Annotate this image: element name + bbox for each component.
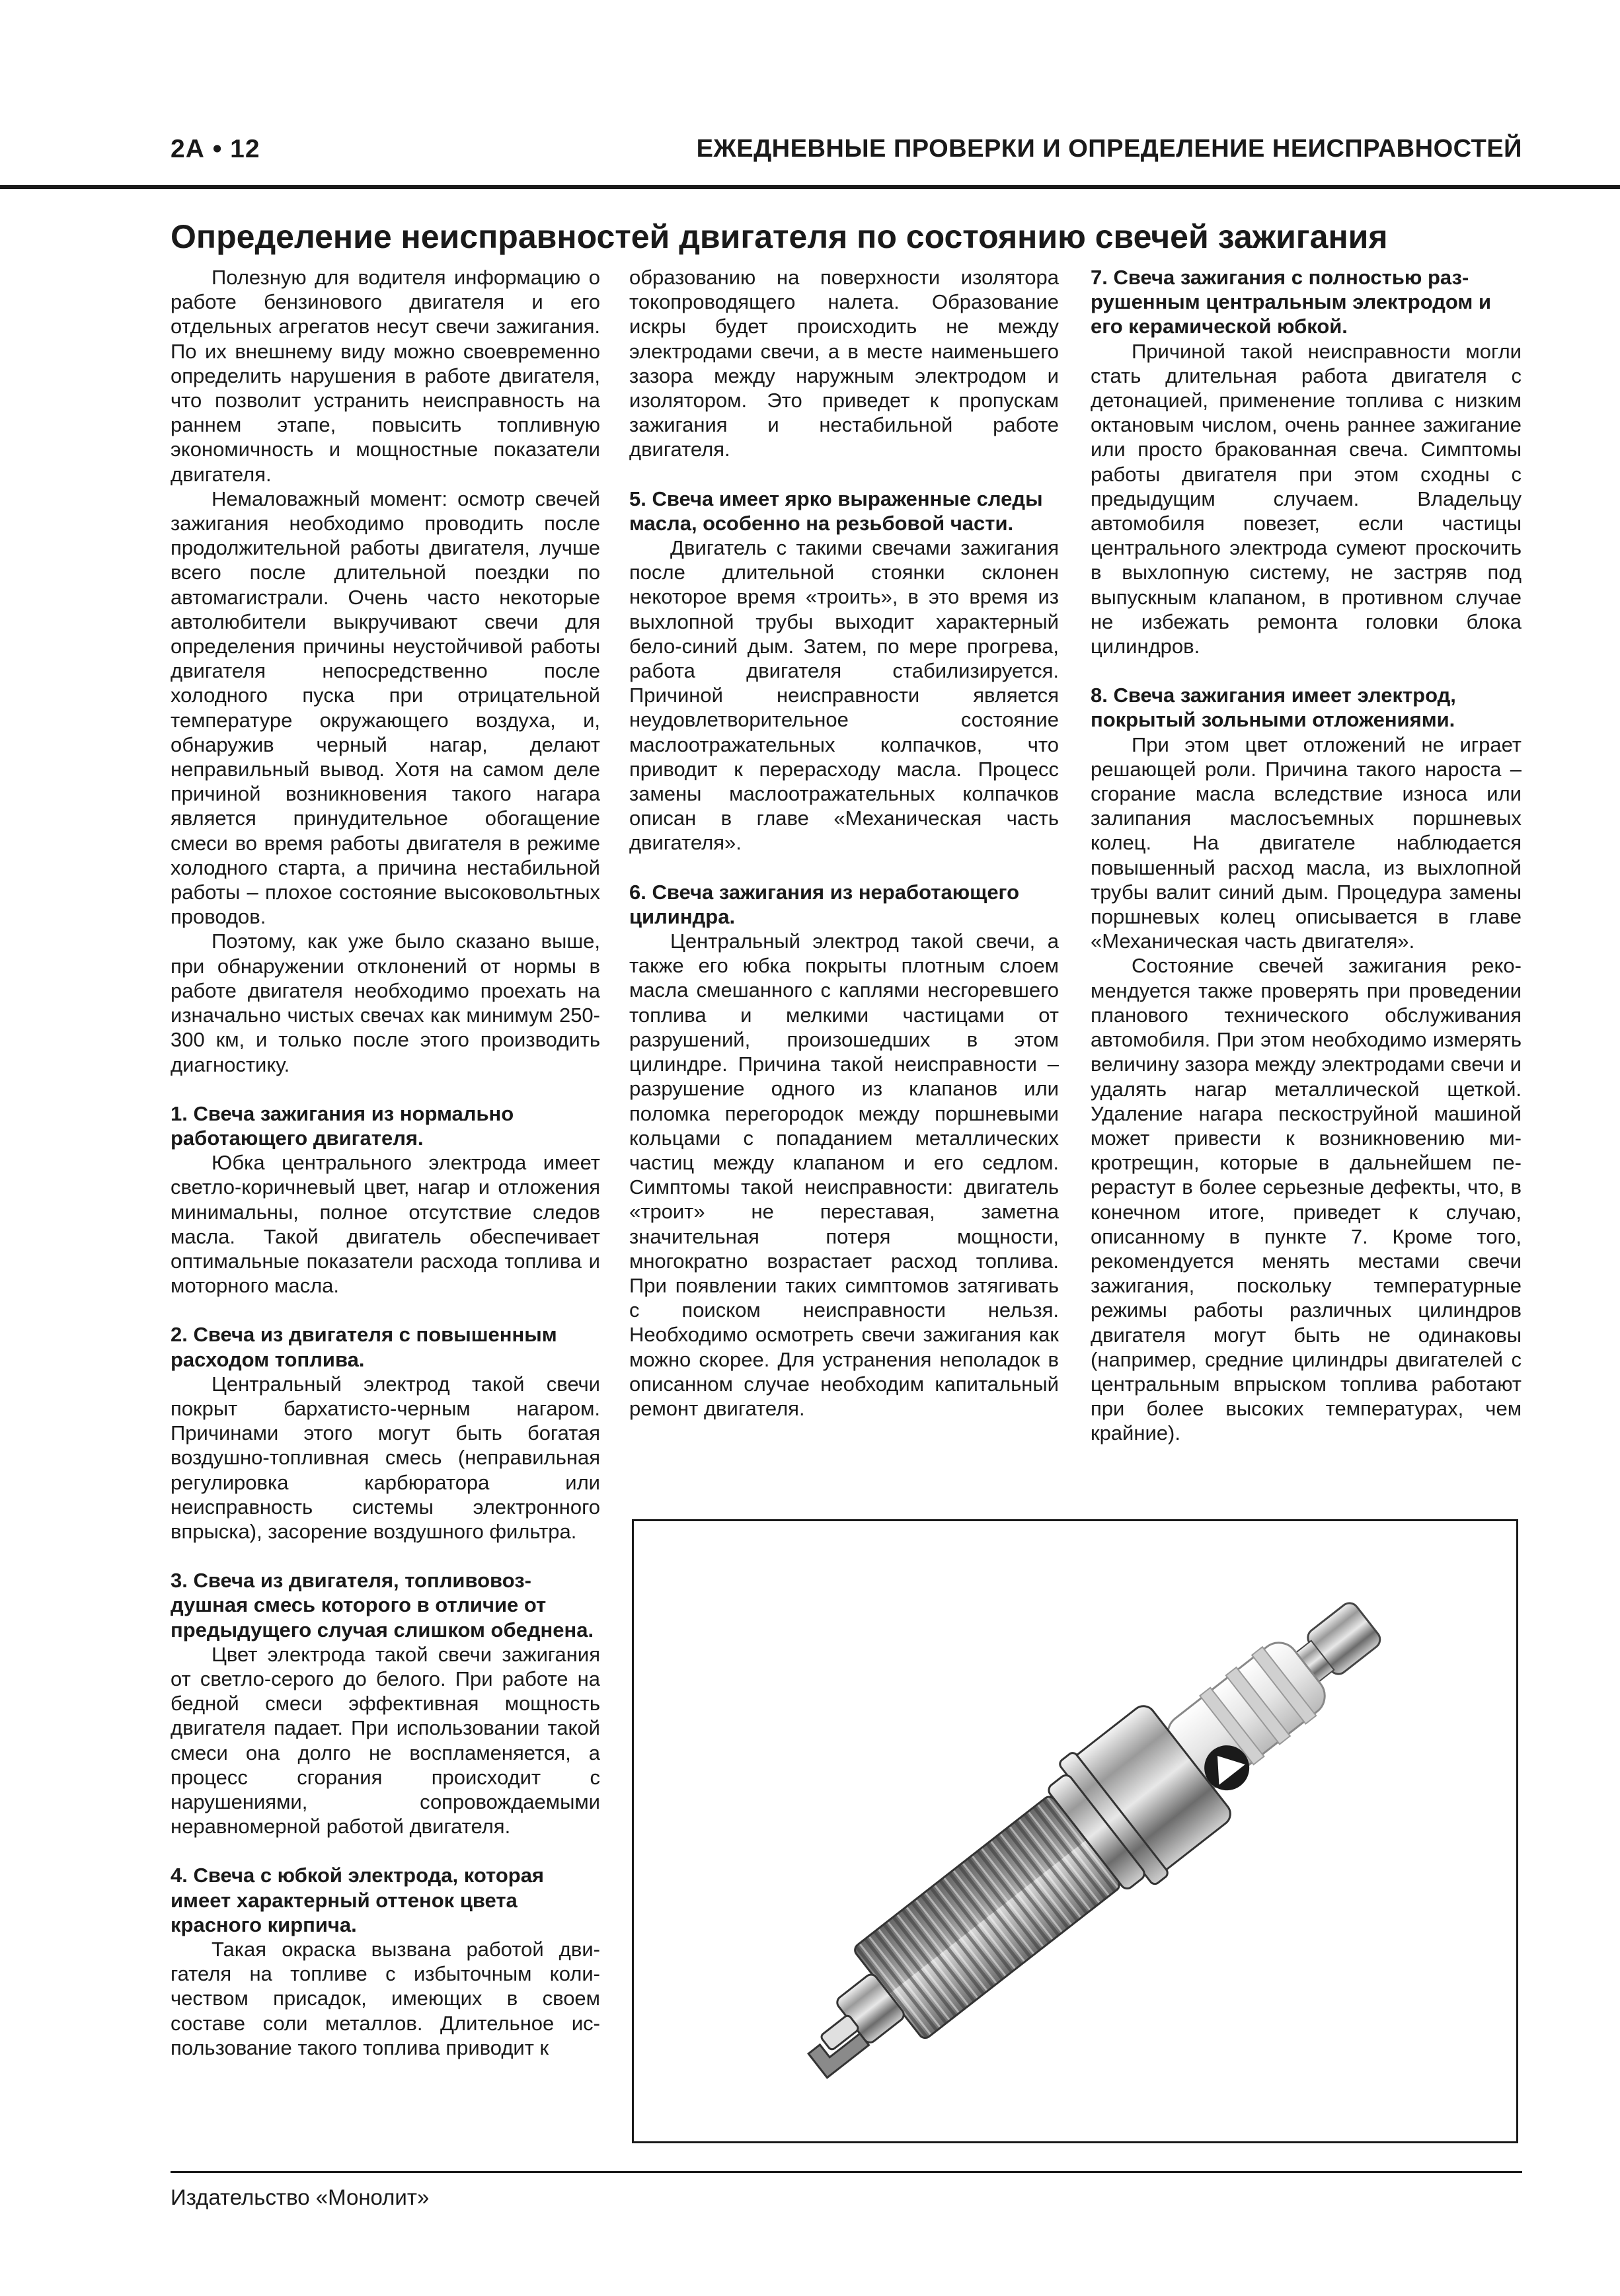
paragraph: Такая окраска вызвана работой двигателя на топливе с избыточным количеством присадок, имеющих в своем составе соли металлов. Длительное использование такого топлива приводит к <box>171 1938 600 2059</box>
section-heading-7: 7. Свеча зажигания с полностью разрушенным центральным электродом и его керамической юбкой. <box>1091 266 1492 338</box>
footer-rule <box>171 2171 1522 2173</box>
paragraph: Полезную для водителя информацию о работе бензинового двигателя и его отдельных агрегатов несут свечи зажигания. По их внешнему виду можно своевременно определить нарушения в работе двигателя, что позволит устранить неисправность на раннем этапе, повысить топливную экономичность и мощностные показатели двигателя. <box>171 266 600 486</box>
text-column-3 <box>1091 265 1522 1446</box>
page-number: 2А • 12 <box>171 135 260 163</box>
paragraph: Немаловажный момент: осмотр свечей зажигания необходимо проводить после продолжительной работы двигателя, лучше всего после длительной поездки по автомагистрали. Очень часто некоторые автолюбители выкручивают свечи для определения причины неустойчивой работы двигателя непосредственно после холодного пуска при отрицательной температуре окружающего воздуха, и, обнаружив черный нагар, делают неправильный вывод. Хотя на самом деле причиной возникновения такого нагара является принудительное обогащение смеси во время работы двигателя в режиме холодного старта, а причина нестабильной работы – плохое состояние высоковольтных проводов. <box>171 487 600 929</box>
page-title: Определение неисправностей двигателя по состоянию свечей зажигания <box>171 218 1388 255</box>
text-column-1 <box>171 265 600 2060</box>
publisher-name: Издательство «Монолит» <box>171 2185 430 2209</box>
section-heading-5: 5. Свеча имеет ярко выраженные следы масла, особенно на резьбовой части. <box>629 487 1043 535</box>
section-heading-4: 4. Свеча с юбкой электрода, которая имеет характерный оттенок цвета красного кирпича. <box>171 1864 545 1936</box>
paragraph: Юбка центрального электрода имеет светло-коричневый цвет, нагар и отложения минимальны, полное отсутствие следов масла. Такой двигатель обеспечивает оптимальные показатели расхода топлива и моторного масла. <box>171 1151 600 1298</box>
paragraph: Поэтому, как уже было сказано выше, при обнаружении отклонений от нормы в работе двигателя необходимо проехать на изначально чистых свечах как минимум 250-300 км, и только после этого производить диагностику. <box>171 930 600 1076</box>
section-heading-8: 8. Свеча зажигания имеет электрод, покрытый зольными отложениями. <box>1091 684 1456 732</box>
paragraph: При этом цвет отложений не играет решающей роли. Причина такого нароста – сгорание масла вследствие износа или залипания маслосъемных поршневых колец. На двигателе наблюдается повышенный расход масла, из выхлопной трубы валит синий дым. Процедура замены поршневых колец описывается в главе «Механическая часть двигателя». <box>1091 732 1522 953</box>
section-heading-1: 1. Свеча зажигания из нормально работающего двигателя. <box>171 1101 514 1150</box>
section-heading-2: 2. Свеча из двигателя с повышенным расходом топлива. <box>171 1323 557 1371</box>
paragraph: Цвет электрода такой свечи зажигания от светло-серого до белого. При работе на бедной смеси эффективная мощность двигателя падает. При использовании такой смеси она долго не воспламеняется, а процесс сгорания происходит с нарушениями, сопровождаемыми неравномерной работой двигателя. <box>171 1642 600 1839</box>
spark-plug-illustration <box>634 1521 1516 2141</box>
paragraph: Центральный электрод такой свечи покрыт бархатисто-черным нагаром. Причинами этого могут быть богатая воздушно-топливная смесь (неправильная регулировка карбюратора или неисправность системы электронного впрыска), засорение воздушного фильтра. <box>171 1372 600 1543</box>
section-heading-3: 3. Свеча из двигателя, топливовоздушная смесь которого в отличие от предыдущего случая слишком обеднена. <box>171 1569 594 1642</box>
running-title: ЕЖЕДНЕВНЫЕ ПРОВЕРКИ И ОПРЕДЕЛЕНИЕ НЕИСПРАВНОСТЕЙ <box>696 135 1522 163</box>
section-heading-6: 6. Свеча зажигания из неработающего цилиндра. <box>629 880 1019 928</box>
paragraph: Двигатель с такими свечами зажигания после длительной стоянки склонен некоторое время «троить», в это время из выхлопной трубы выходит характерный бело-синий дым. Затем, по мере прогрева, работа двигателя стабилизируется. Причиной неисправности является неудовлетворительное состояние маслоотражательных колпачков, что приводит к перерасходу масла. Процесс замены маслоотражательных колпачков описан в главе «Механическая часть двигателя». <box>629 536 1059 855</box>
page-header <box>171 135 1522 175</box>
spark-plug-figure <box>632 1519 1518 2143</box>
paragraph: образованию на поверхности изолятора токопроводящего налета. Образование искры будет происходить не между электродами свечи, а в месте наименьшего зазора между наружным электродом и изолятором. Это приведет к пропускам зажигания и нестабильной работе двигателя. <box>629 266 1059 461</box>
text-column-2 <box>629 265 1059 1421</box>
paragraph: Состояние свечей зажигания рекомендуется также проверять при проведении планового технического обслуживания автомобиля. При этом необходимо измерять величину зазора между электродами свечи и удалять нагар металлической щеткой. Удаление нагара пескоструйной машиной может привести к возникновению микротрещин, которые в дальнейшем перерастут в более серьезные дефекты, что, в конечном итоге, приведет к случаю, описанному в пункте 7. Кроме того, рекомендуется менять местами свечи зажигания, поскольку температурные режимы работы различных цилиндров двигателя могут быть не одинаковы (например, средние цилиндры двигателей с центральным впрыском топлива работают при более высоких температурах, чем крайние). <box>1091 954 1522 1445</box>
header-rule <box>0 185 1620 189</box>
paragraph: Причиной такой неисправности могли стать длительная работа двигателя с детонацией, применение топлива с низким октановым числом, очень раннее зажигание или просто бракованная свеча. Симптомы работы двигателя при этом сходны с предыдущим случаем. Владельцу автомобиля повезет, если частицы центрального электрода сумеют проскочить в выхлопную систему, не застряв под выпускным клапаном, в противном случае не избежать ремонта головки блока цилиндров. <box>1091 339 1522 658</box>
paragraph: Центральный электрод такой свечи, а также его юбка покрыты плотным слоем масла смешанного с каплями несгоревшего топлива и мелкими частицами от разрушений, произошедших в этом цилиндре. Причина такой неисправности – разрушение одного из клапанов или поломка перегородок между поршневыми кольцами с попаданием металлических частиц между клапаном и его седлом. Симптомы такой неисправности: двигатель «троит» не переставая, заметна значительная потеря мощности, многократно возрастает расход топлива. При появлении таких симптомов затягивать с поиском неисправности нельзя. Необходимо осмотреть свечи зажигания как можно скорее. Для устранения неполадок в описанном случае необходим капитальный ремонт двигателя. <box>629 930 1059 1420</box>
